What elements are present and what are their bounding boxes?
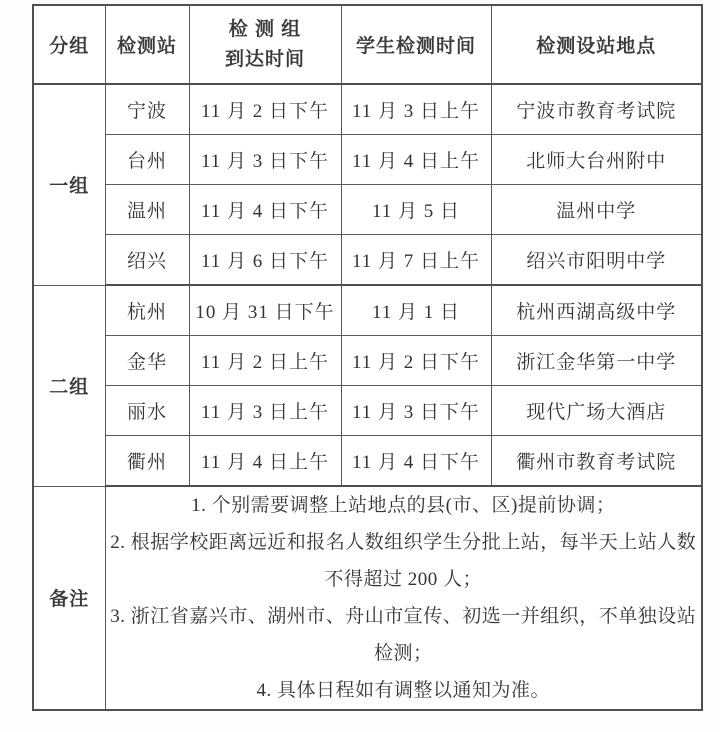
remarks-label: 备注: [33, 486, 105, 710]
location-cell: 温州中学: [491, 185, 702, 235]
location-cell: 宁波市教育考试院: [491, 84, 702, 135]
location-cell: 浙江金华第一中学: [491, 336, 702, 386]
station-cell: 温州: [105, 185, 189, 235]
remark-line-4: 3. 浙江省嘉兴市、湖州市、舟山市宣传、初选一并组织，不单独设站: [110, 606, 697, 627]
remark-line-2: 2. 根据学校距离远近和报名人数组织学生分批上站，每半天上站人数: [110, 532, 697, 553]
col-header-student-time: 学生检测时间: [341, 5, 491, 84]
table-row: [33, 285, 702, 336]
group-label-1: 一组: [33, 84, 105, 285]
location-cell: 衢州市教育考试院: [491, 436, 702, 487]
arrival-cell: 10 月 31 日下午: [189, 285, 341, 336]
station-cell: 绍兴: [105, 235, 189, 286]
station-cell: 丽水: [105, 386, 189, 436]
test-time-cell: 11 月 3 日上午: [341, 84, 491, 135]
test-time-cell: 11 月 7 日上午: [341, 235, 491, 286]
test-time-cell: 11 月 4 日上午: [341, 135, 491, 185]
arrival-cell: 11 月 3 日上午: [189, 386, 341, 436]
station-cell: 杭州: [105, 285, 189, 336]
arrival-cell: 11 月 3 日下午: [189, 135, 341, 185]
remarks-content: [105, 486, 702, 710]
arrival-cell: 11 月 6 日下午: [189, 235, 341, 286]
table-row: [33, 436, 702, 487]
remark-line-3: 不得超过 200 人；: [324, 569, 482, 590]
table-row: [33, 84, 702, 135]
test-time-cell: 11 月 5 日: [341, 185, 491, 235]
arrival-cell: 11 月 4 日上午: [189, 436, 341, 487]
arrival-cell: 11 月 4 日下午: [189, 185, 341, 235]
remark-line-5: 检测；: [373, 643, 433, 664]
station-cell: 宁波: [105, 84, 189, 135]
header-row: [33, 5, 702, 84]
remark-line-1: 1. 个别需要调整上站地点的县(市、区)提前协调；: [191, 495, 616, 516]
table-row: [33, 135, 702, 185]
test-time-cell: 11 月 4 日下午: [341, 436, 491, 487]
station-cell: 台州: [105, 135, 189, 185]
arrival-cell: 11 月 2 日下午: [189, 84, 341, 135]
schedule-table: [32, 4, 703, 711]
group-label-2: 二组: [33, 285, 105, 486]
table-row: [33, 185, 702, 235]
table-row: [33, 386, 702, 436]
location-cell: 杭州西湖高级中学: [491, 285, 702, 336]
remark-line-6: 4. 具体日程如有调整以通知为准。: [256, 680, 550, 701]
test-time-cell: 11 月 1 日: [341, 285, 491, 336]
table-row: [33, 336, 702, 386]
location-cell: 现代广场大酒店: [491, 386, 702, 436]
remarks-row: [33, 486, 702, 710]
arrival-cell: 11 月 2 日上午: [189, 336, 341, 386]
col-header-arrival: [189, 5, 341, 84]
test-time-cell: 11 月 2 日下午: [341, 336, 491, 386]
col-header-group: 分组: [33, 5, 105, 84]
col-header-arrival-line2: 到达时间: [224, 48, 305, 70]
col-header-arrival-line1: 检 测 组: [228, 18, 302, 40]
station-cell: 衢州: [105, 436, 189, 487]
col-header-location: 检测设站地点: [491, 5, 702, 84]
table-row: [33, 235, 702, 286]
test-time-cell: 11 月 3 日下午: [341, 386, 491, 436]
location-cell: 绍兴市阳明中学: [491, 235, 702, 286]
station-cell: 金华: [105, 336, 189, 386]
col-header-station: 检测站: [105, 5, 189, 84]
location-cell: 北师大台州附中: [491, 135, 702, 185]
